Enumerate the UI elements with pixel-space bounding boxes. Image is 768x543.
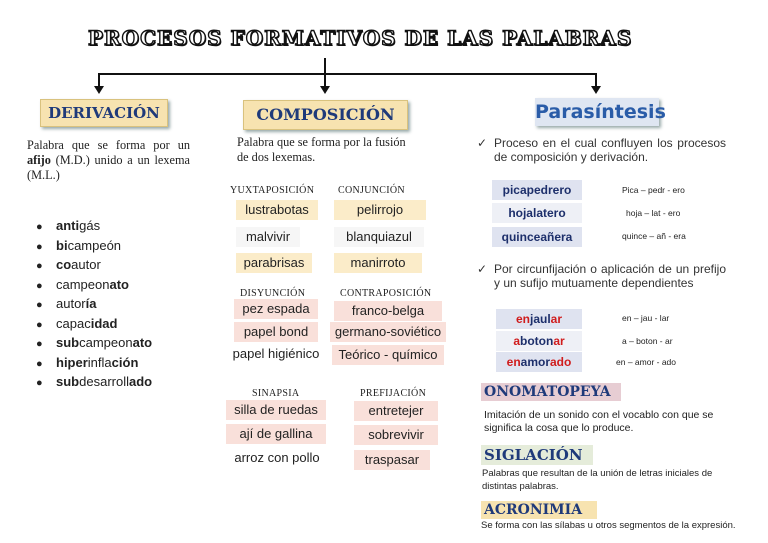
siglacion-definition: Palabras que resultan de la unión de letras iniciales de distintas palabras. (482, 468, 713, 492)
list-item (36, 236, 152, 256)
onomatopeya-title: ONOMATOPEYA (481, 383, 621, 401)
bullet-icon: ● (36, 299, 43, 311)
parasintesis-parts: quince – añ - era (622, 231, 686, 241)
derivacion-definition (27, 138, 190, 183)
parasintesis-point-2: Por circunfijación o aplicación de un prefijo y un sufijo mutuamente dependientes (494, 262, 726, 290)
connector-stem (324, 58, 326, 74)
sinapsia-word: arroz con pollo (234, 450, 320, 465)
conjuncion-word: blanquiazul (334, 227, 424, 247)
bullet-icon: ● (36, 357, 43, 370)
sinapsia-label: SINAPSIA (252, 388, 300, 399)
connector-right-drop (595, 73, 597, 87)
prefix: sub (56, 335, 80, 350)
contraposicion-word: Teórico - químico (332, 345, 444, 365)
yuxtaposicion-word: malvivir (236, 227, 300, 247)
disyuncion-label: DISYUNCIÓN (240, 288, 306, 299)
contraposicion-label: CONTRAPOSICIÓN (340, 288, 432, 299)
base: autor (71, 257, 101, 272)
suffix: ar (550, 312, 563, 326)
suffix: ción (111, 354, 139, 370)
prefijacion-label: PREFIJACIÓN (360, 388, 427, 399)
prefix: en (506, 355, 521, 369)
parasintesis-title: Parasíntesis (535, 98, 659, 126)
composicion-title: COMPOSICIÓN (243, 100, 408, 130)
prefix: anti (56, 218, 80, 233)
base: campeón (67, 237, 122, 253)
check-icon: ✓ (477, 136, 488, 150)
suffix: ía (85, 296, 97, 311)
base: campeon (56, 276, 110, 292)
prefix: co (56, 257, 72, 272)
derivacion-def-text-end: (M.D.) unido a un lexema (M.L.) (27, 153, 190, 182)
parasintesis-parts: a – boton - ar (622, 336, 673, 346)
conjuncion-word: manirroto (334, 253, 422, 273)
base: campeon (79, 335, 133, 350)
suffix: ado (550, 355, 572, 369)
derivacion-title: DERIVACIÓN (40, 99, 168, 127)
contraposicion-word: germano-soviético (330, 322, 446, 342)
yuxtaposicion-label: YUXTAPOSICIÓN (230, 185, 315, 196)
parasintesis-word: picapedrero (492, 180, 582, 200)
suffix: ado (128, 374, 153, 389)
parasintesis-parts: en – amor - ado (616, 357, 677, 367)
derivacion-def-text: Palabra que se forma por un (27, 138, 190, 152)
disyuncion-word: papel higiénico (232, 346, 320, 361)
parasintesis-word (496, 331, 582, 351)
base: capac (56, 315, 91, 331)
base: gás (79, 218, 101, 233)
acronimia-definition: Se forma con las sílabas u otros segmentos de la expresión. (481, 520, 736, 531)
list-item (36, 275, 152, 295)
derivacion-def-bold: afijo (27, 153, 51, 167)
bullet-icon: ● (36, 338, 43, 350)
derivacion-examples (36, 216, 152, 392)
parasintesis-word (496, 352, 582, 372)
sinapsia-word: ají de gallina (226, 424, 326, 444)
list-item (36, 294, 152, 314)
base: infla (87, 354, 112, 370)
connector-center-drop (324, 73, 326, 87)
suffix: ar (553, 334, 565, 348)
yuxtaposicion-word: parabrisas (236, 253, 312, 273)
contraposicion-word: franco-belga (334, 301, 442, 321)
prefijacion-word: entretejer (354, 401, 438, 421)
list-item (36, 372, 152, 392)
base: jaul (530, 312, 551, 326)
connector-left-drop (98, 73, 100, 87)
bullet-icon: ● (36, 221, 43, 233)
yuxtaposicion-word: lustrabotas (236, 200, 318, 220)
parasintesis-word: quinceañera (492, 227, 582, 247)
acronimia-title: ACRONIMIA (481, 501, 597, 519)
disyuncion-word: papel bond (234, 322, 318, 342)
parasintesis-parts: Pica – pedr - ero (622, 185, 685, 195)
siglacion-title: SIGLACIÓN (481, 445, 593, 465)
bullet-icon: ● (36, 240, 43, 253)
parasintesis-word (496, 309, 582, 329)
bullet-icon: ● (36, 377, 43, 389)
onomatopeya-definition: Imitación de un sonido con el vocablo con que se significa la cosa que lo produce. (484, 409, 714, 434)
connector-horizontal (98, 73, 597, 75)
prefix: en (515, 312, 530, 326)
parasintesis-point-1: Proceso en el cual confluyen los procesos de composición y derivación. (494, 136, 726, 164)
check-icon: ✓ (477, 262, 488, 276)
suffix: ato (109, 276, 129, 292)
arrow-derivacion (94, 86, 104, 94)
arrow-parasintesis (591, 86, 601, 94)
base: desarroll (79, 374, 129, 389)
parasintesis-word: hojalatero (492, 203, 582, 223)
parasintesis-parts: hoja – lat - ero (626, 208, 681, 218)
prefijacion-word: sobrevivir (354, 425, 438, 445)
prefix: hiper (56, 354, 88, 370)
list-item (36, 255, 152, 275)
disyuncion-word: pez espada (234, 299, 318, 319)
list-item (36, 333, 152, 353)
list-item (36, 353, 152, 373)
suffix: ato (132, 335, 153, 350)
conjuncion-label: CONJUNCIÓN (338, 185, 405, 196)
parasintesis-parts: en – jau - lar (622, 313, 670, 323)
page-title: PROCESOS FORMATIVOS DE LAS PALABRAS (88, 26, 633, 50)
suffix: idad (90, 315, 118, 331)
bullet-icon: ● (36, 318, 43, 331)
base: boton (520, 334, 554, 348)
list-item (36, 314, 152, 334)
prefix: sub (56, 374, 80, 389)
list-item (36, 216, 152, 236)
prefix: a (513, 334, 520, 348)
base: amor (520, 355, 550, 369)
bullet-icon: ● (36, 260, 43, 272)
arrow-composicion (320, 86, 330, 94)
base: autor (56, 296, 86, 311)
sinapsia-word: silla de ruedas (226, 400, 326, 420)
composicion-definition: Palabra que se forma por la fusión de dos lexemas. (237, 135, 406, 164)
prefix: bi (56, 237, 68, 253)
bullet-icon: ● (36, 279, 43, 292)
conjuncion-word: pelirrojo (334, 200, 426, 220)
prefijacion-word: traspasar (354, 450, 430, 470)
